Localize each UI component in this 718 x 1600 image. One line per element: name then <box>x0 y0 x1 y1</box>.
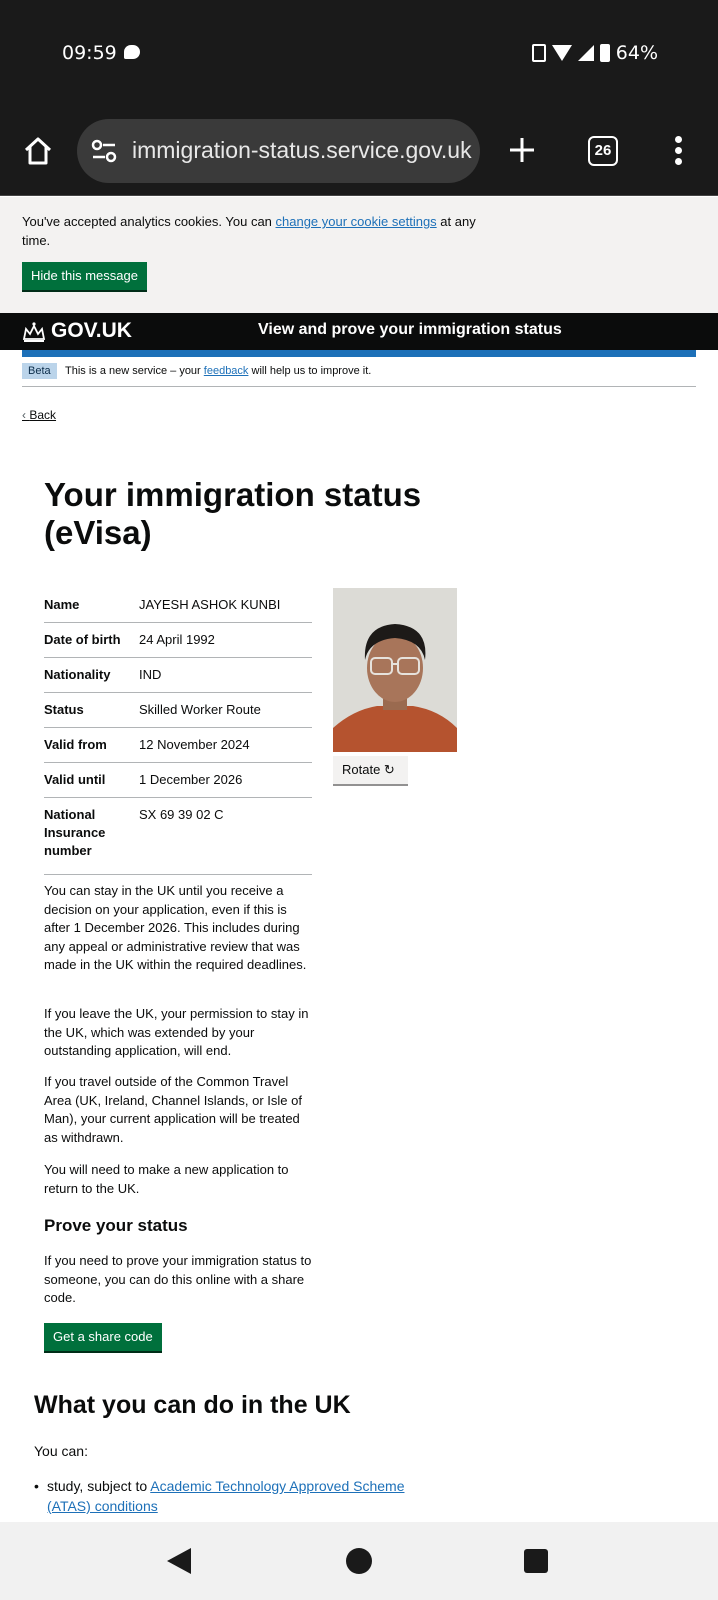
more-menu-icon[interactable] <box>675 136 683 166</box>
service-name[interactable]: View and prove your immigration status <box>258 321 562 338</box>
cookie-settings-link[interactable]: change your cookie settings <box>275 214 437 229</box>
back-triangle-icon[interactable] <box>167 1548 191 1574</box>
home-icon[interactable] <box>22 135 54 167</box>
govuk-header <box>0 313 718 350</box>
paragraph: If you travel outside of the Common Travel Area (UK, Ireland, Channel Islands, or Isle of Man), your current application will be treated as withdrawn. <box>44 1074 302 1145</box>
cookie-message: You've accepted analytics cookies. You can change your cookie settings at any time. <box>22 214 476 248</box>
paragraph: You can stay in the UK until you receive a decision on your application, even if this is after 1 December 2026. This includes during any appeal or administrative review that was made in the UK within the required deadlines. <box>44 883 307 972</box>
summary-value: 24 April 1992 <box>139 632 215 647</box>
browser-toolbar <box>0 110 718 196</box>
new-tab-icon[interactable] <box>508 136 536 164</box>
prove-status-heading: Prove your status <box>44 1216 188 1235</box>
hide-cookie-message-button[interactable]: Hide this message <box>22 262 147 290</box>
prove-status-text: If you need to prove your immigration status to someone, you can do this online with a share code. <box>44 1253 312 1305</box>
summary-key: Valid until <box>44 772 106 787</box>
summary-value: JAYESH ASHOK KUNBI <box>139 597 281 612</box>
summary-key: Name <box>44 597 80 612</box>
summary-row <box>44 623 312 658</box>
address-bar[interactable] <box>77 119 480 183</box>
wifi-icon <box>552 45 572 61</box>
summary-row <box>44 763 312 798</box>
signal-icon <box>578 45 594 61</box>
summary-key: Status <box>44 702 84 717</box>
bullet-icon: • <box>34 1478 39 1494</box>
summary-value: 1 December 2026 <box>139 772 243 787</box>
summary-row <box>44 693 312 728</box>
status-summary-list <box>44 588 312 875</box>
status-icons <box>532 42 658 64</box>
chat-notification-icon <box>124 45 140 59</box>
summary-value: Skilled Worker Route <box>139 702 261 717</box>
get-share-code-button[interactable]: Get a share code <box>44 1323 162 1351</box>
navigation-bar <box>0 1522 718 1600</box>
beta-tag: Beta <box>22 363 57 379</box>
status-bar <box>0 0 718 110</box>
back-link[interactable]: ‹ Back <box>22 408 56 422</box>
paragraph: If you leave the UK, your permission to stay in the UK, which was extended by your outstanding application, will end. <box>44 1006 309 1058</box>
phase-banner <box>22 359 696 387</box>
what-you-can-do-heading: What you can do in the UK <box>34 1391 351 1419</box>
rotate-photo-button[interactable]: Rotate ↻ <box>333 756 408 784</box>
summary-key: Nationality <box>44 667 111 682</box>
vibrate-icon <box>532 44 546 62</box>
url-text: immigration-status.service.gov.uk <box>132 137 472 163</box>
header-stripe <box>22 350 696 357</box>
atas-link[interactable]: Academic Technology Approved Scheme (ATAS) conditions <box>47 1478 405 1514</box>
summary-row <box>44 588 312 623</box>
summary-value: SX 69 39 02 C <box>139 807 224 822</box>
recent-apps-icon[interactable] <box>524 1549 548 1573</box>
summary-key: Valid from <box>44 737 107 752</box>
summary-row <box>44 798 312 875</box>
status-time: 09:59 <box>62 42 117 64</box>
summary-row <box>44 728 312 763</box>
summary-row <box>44 658 312 693</box>
govuk-logo[interactable]: GOV.UK <box>51 319 132 342</box>
battery-percent: 64% <box>615 42 658 64</box>
cookie-banner <box>0 197 718 313</box>
page-title: Your immigration status (eVisa) <box>44 476 422 551</box>
summary-key: National Insurance number <box>44 807 106 858</box>
home-circle-icon[interactable] <box>346 1548 372 1574</box>
photo-image <box>333 588 457 752</box>
battery-icon <box>600 44 610 62</box>
you-can-text: You can: <box>34 1443 88 1459</box>
feedback-link[interactable]: feedback <box>203 365 249 377</box>
crown-icon <box>22 321 46 343</box>
tab-switcher-button[interactable]: 26 <box>588 136 618 166</box>
summary-value: 12 November 2024 <box>139 737 250 752</box>
summary-key: Date of birth <box>44 632 121 647</box>
beta-message: This is a new service – your feedback will help us to improve it. <box>65 365 372 377</box>
paragraph: You will need to make a new application to return to the UK. <box>44 1162 289 1196</box>
site-settings-icon[interactable] <box>91 139 117 163</box>
summary-value: IND <box>139 667 162 682</box>
